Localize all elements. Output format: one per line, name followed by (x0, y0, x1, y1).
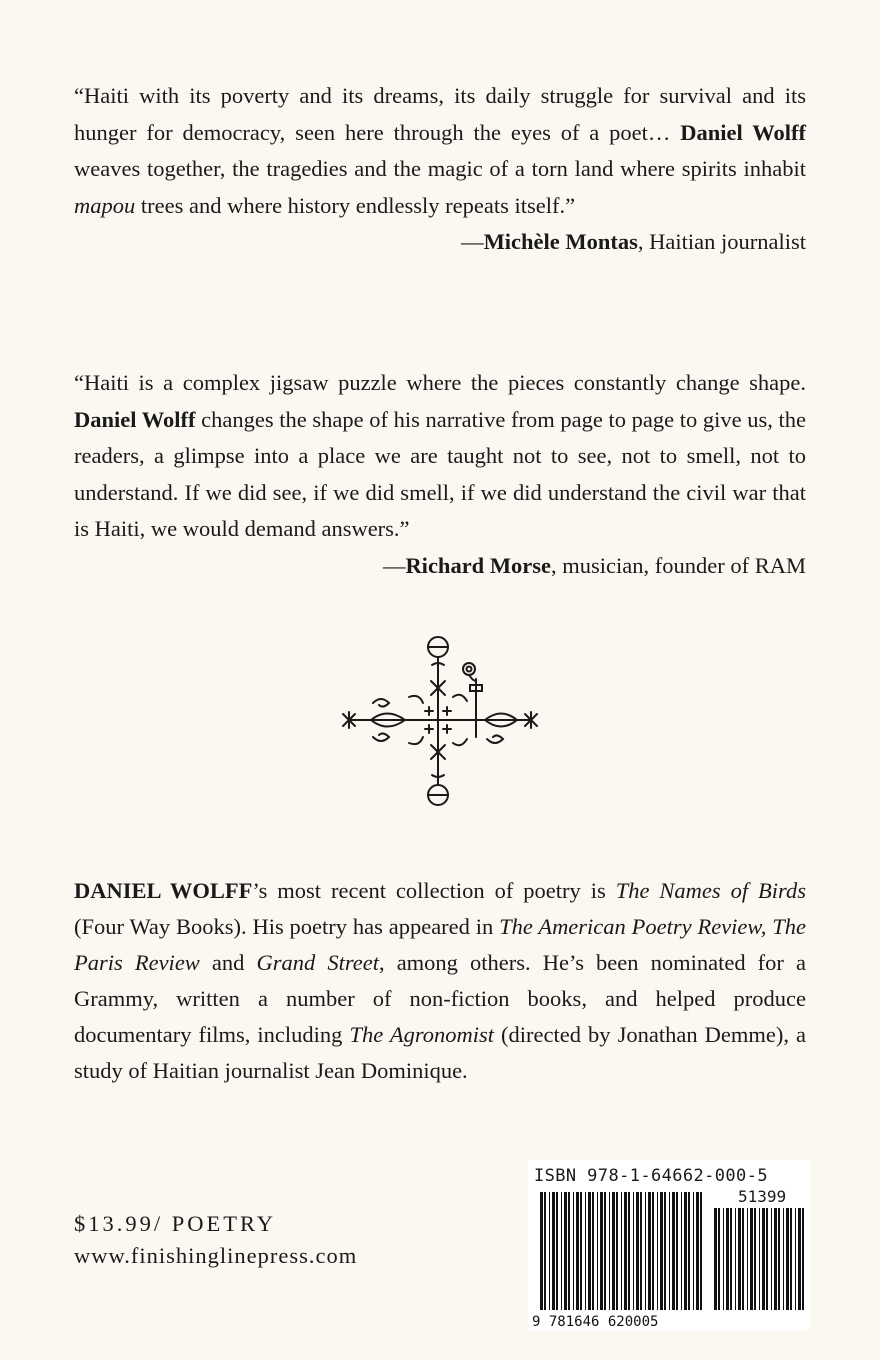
barcode-bar (573, 1192, 574, 1310)
barcode-bar (795, 1208, 796, 1310)
barcode-bar (552, 1192, 555, 1310)
barcode-bar (684, 1192, 687, 1310)
veve-ornament-icon (335, 625, 545, 810)
barcode-bar (766, 1208, 768, 1310)
quote-author-mention: Daniel Wolff (680, 119, 806, 145)
barcode-bar (759, 1208, 760, 1310)
barcode-bar (609, 1192, 610, 1310)
barcode-bar (616, 1192, 618, 1310)
barcode-bar (730, 1208, 732, 1310)
attribution-name: Michèle Montas (483, 229, 638, 254)
barcode-bar (750, 1208, 753, 1310)
barcode-digits: 9 781646 620005 (532, 1314, 659, 1330)
barcode-bar (636, 1192, 639, 1310)
barcode-bar (564, 1192, 567, 1310)
barcode-bar (762, 1208, 765, 1310)
quote-montas (74, 78, 806, 261)
barcode-bar (652, 1192, 654, 1310)
barcode-bar (648, 1192, 651, 1310)
barcode-bar (660, 1192, 663, 1310)
barcode-bar (693, 1192, 694, 1310)
barcode-bar (664, 1192, 666, 1310)
publisher-website-link[interactable]: www.finishinglinepress.com (74, 1243, 358, 1268)
publication-titles: The American Poetry Review, The Paris Review (74, 914, 806, 975)
attribution-role: , Haitian journalist (637, 229, 806, 254)
barcode-bar (604, 1192, 606, 1310)
barcode-bar (588, 1192, 591, 1310)
barcode-bar (696, 1192, 699, 1310)
quote-author-mention: Daniel Wolff (74, 406, 196, 432)
book-title: The Names of Birds (615, 878, 806, 903)
barcode-bar (549, 1192, 550, 1310)
barcode-bar (802, 1208, 804, 1310)
barcode-bar (544, 1192, 546, 1310)
barcode-bar (597, 1192, 598, 1310)
barcode-bar (738, 1208, 741, 1310)
barcode-bar (688, 1192, 690, 1310)
barcode-bar (681, 1192, 682, 1310)
publication-title: Grand Street (256, 950, 379, 975)
barcode-bar (798, 1208, 801, 1310)
barcode-bar (735, 1208, 736, 1310)
barcode-bar (723, 1208, 724, 1310)
barcode-bar (774, 1208, 777, 1310)
quote-text: “Haiti is a complex jigsaw puzzle where the pieces constantly change shape. (74, 370, 806, 395)
barcode-bar (561, 1192, 562, 1310)
barcode-bar (645, 1192, 646, 1310)
barcode-bar (714, 1208, 717, 1310)
barcode-bar (585, 1192, 586, 1310)
barcode-bar (669, 1192, 670, 1310)
isbn-label: ISBN 978-1-64662-000-5 (534, 1166, 768, 1186)
isbn-barcode (528, 1160, 810, 1330)
barcode-bar (580, 1192, 582, 1310)
quote-italic-word: mapou (74, 192, 136, 218)
barcode-bar (540, 1192, 543, 1310)
quote-text: weaves together, the tragedies and the magic of a torn land where spirits inhabit (74, 156, 806, 181)
barcode-bar (612, 1192, 615, 1310)
bio-author-name: DANIEL WOLFF (74, 878, 253, 903)
barcode-bar (600, 1192, 603, 1310)
barcode-bar (747, 1208, 748, 1310)
barcode-bar (672, 1192, 675, 1310)
price-code: 51399 (738, 1187, 787, 1206)
barcode-bar (568, 1192, 570, 1310)
author-bio: DANIEL WOLFF’s most recent collection of poetry is The Names of Birds (Four Way Books). His poetry has appeared in The American Poetry Review, The Paris Review and Grand Street, among others. He’s been nominated for a Grammy, written a number of non-fiction books, and helped produce documentary films, including The Agronomist (directed by Jonathan Demme), a study of Haitian journalist Jean Dominique. (74, 878, 806, 1083)
attribution-role: , musician, founder of RAM (551, 552, 806, 578)
quote-attribution: —Michèle Montas, Haitian journalist (461, 229, 806, 254)
barcode-bar (778, 1208, 780, 1310)
quote-text: trees and where history endlessly repeats itself.” (135, 192, 576, 218)
quote-text: changes the shape of his narrative from page to page to give us, the readers, a glimpse into a place we are taught not to see, not to smell, not to understand. If we did see, if we did smell, if we did understand the civil war that is Haiti, we would demand answers.” (74, 406, 806, 541)
barcode-bar (628, 1192, 630, 1310)
barcode-bar (624, 1192, 627, 1310)
barcode-bar (790, 1208, 792, 1310)
barcode-bar (621, 1192, 622, 1310)
barcode-bar (771, 1208, 772, 1310)
barcode-bar (576, 1192, 579, 1310)
quote-morse (74, 365, 806, 584)
barcode-bar (786, 1208, 789, 1310)
price-category: $13.99/ POETRY (74, 1211, 277, 1236)
barcode-bar (592, 1192, 594, 1310)
barcode-bar (718, 1208, 720, 1310)
film-title: The Agronomist (349, 1022, 495, 1047)
barcode-bar (676, 1192, 678, 1310)
barcode-bar (726, 1208, 729, 1310)
barcode-bar (783, 1208, 784, 1310)
attribution-name: Richard Morse (405, 552, 552, 578)
barcode-bar (556, 1192, 558, 1310)
barcode-bar (742, 1208, 744, 1310)
quote-text: “Haiti with its poverty and its dreams, its daily struggle for survival and its hunger for democracy, seen here through the eyes of a poet… (74, 83, 806, 145)
quote-attribution: —Richard Morse, musician, founder of RAM (382, 552, 806, 578)
barcode-bar (657, 1192, 658, 1310)
barcode-bar (633, 1192, 634, 1310)
barcode-bar (754, 1208, 756, 1310)
barcode-bar (640, 1192, 642, 1310)
barcode-bar (700, 1192, 702, 1310)
